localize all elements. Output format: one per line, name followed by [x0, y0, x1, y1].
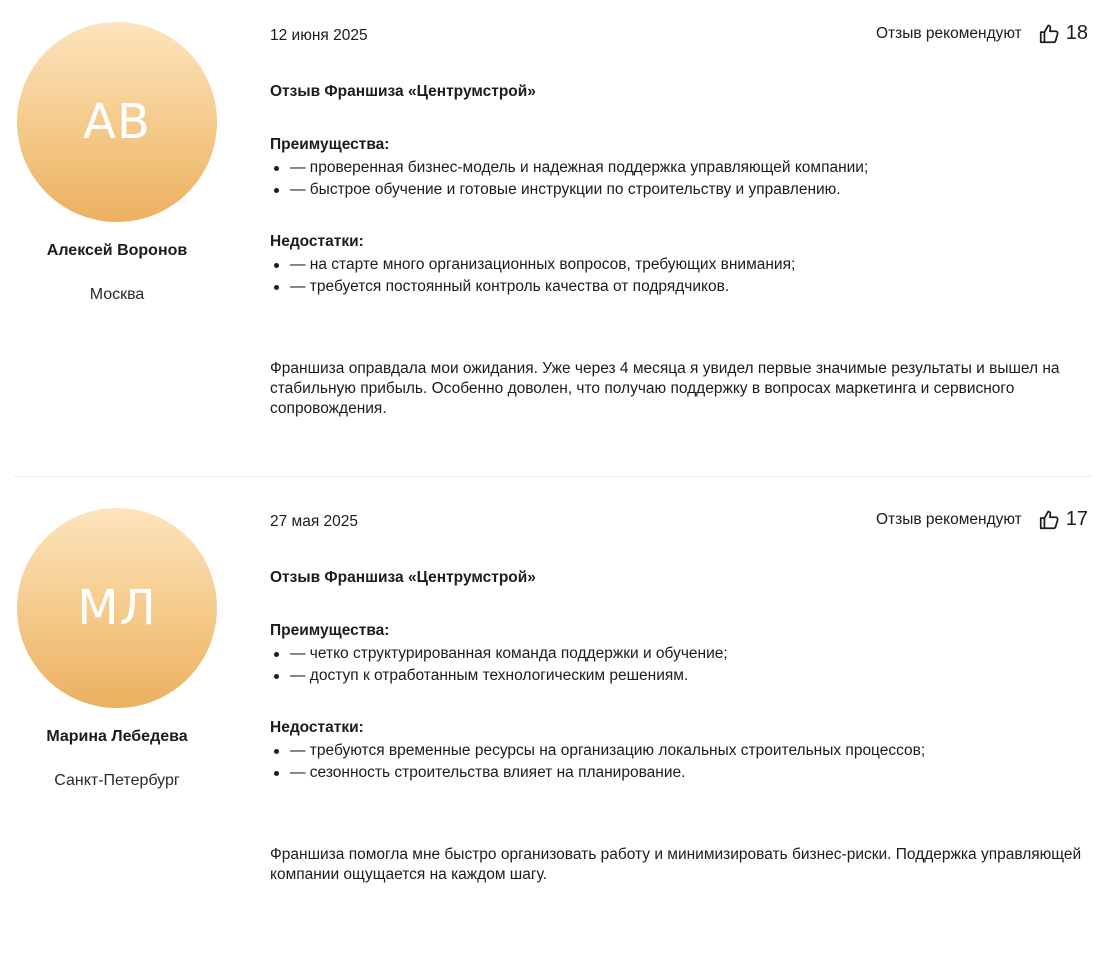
- divider: [14, 476, 1092, 477]
- avatar-initials: МЛ: [77, 580, 157, 636]
- list-item: — четко структурированная команда поддержки и обучение;: [270, 643, 728, 665]
- avatar: [17, 508, 217, 708]
- list-item: — проверенная бизнес-модель и надежная поддержка управляющей компании;: [270, 157, 868, 179]
- list-item: — быстрое обучение и готовые инструкции по строительству и управлению.: [270, 179, 868, 201]
- review-title: Отзыв Франшиза «Центрумстрой»: [270, 569, 536, 586]
- pros-list: [270, 643, 728, 687]
- likes-count: 17: [1065, 508, 1088, 530]
- author-name: Алексей Воронов: [46, 242, 188, 259]
- author-city: Санкт-Петербург: [54, 772, 180, 789]
- list-item: — на старте много организационных вопросов, требующих внимания;: [270, 254, 795, 276]
- avatar-initials: АВ: [83, 94, 151, 150]
- pros-heading: Преимущества:: [270, 622, 390, 639]
- review-date: 12 июня 2025: [270, 27, 368, 44]
- cons-list: [270, 254, 795, 298]
- review-text: Франшиза оправдала мои ожидания. Уже через 4 месяца я увидел первые значимые результаты и вышел на стабильную прибыль. Особенно доволен, что получаю поддержку в вопросах маркетинга и сервисного сопровождения.: [270, 360, 1060, 417]
- recommend-label: Отзыв рекомендуют: [875, 24, 1022, 42]
- review-title: Отзыв Франшиза «Центрумстрой»: [270, 83, 536, 100]
- thumbs-up-icon[interactable]: [1038, 509, 1060, 531]
- pros-heading: Преимущества:: [270, 136, 390, 153]
- recommend-label: Отзыв рекомендуют: [875, 510, 1022, 528]
- recommend-block: [876, 22, 1088, 45]
- author-name: Марина Лебедева: [46, 728, 188, 745]
- list-item: — доступ к отработанным технологическим решениям.: [270, 665, 728, 687]
- pros-list: [270, 157, 868, 201]
- avatar: [17, 22, 217, 222]
- review-date: 27 мая 2025: [270, 513, 359, 530]
- cons-heading: Недостатки:: [270, 719, 364, 736]
- thumbs-up-icon[interactable]: [1038, 23, 1060, 45]
- likes-count: 18: [1065, 22, 1088, 44]
- recommend-block: [876, 508, 1088, 531]
- cons-list: [270, 740, 925, 784]
- review-text: Франшиза помогла мне быстро организовать работу и минимизировать бизнес-риски. Поддержка управляющей компании ощущается на каждом шагу.: [270, 846, 1082, 883]
- list-item: — требуется постоянный контроль качества от подрядчиков.: [270, 276, 795, 298]
- cons-heading: Недостатки:: [270, 233, 364, 250]
- review-card: [0, 0, 1104, 470]
- list-item: — сезонность строительства влияет на планирование.: [270, 762, 925, 784]
- review-card: [0, 486, 1104, 956]
- list-item: — требуются временные ресурсы на организацию локальных строительных процессов;: [270, 740, 925, 762]
- author-city: Москва: [89, 286, 145, 303]
